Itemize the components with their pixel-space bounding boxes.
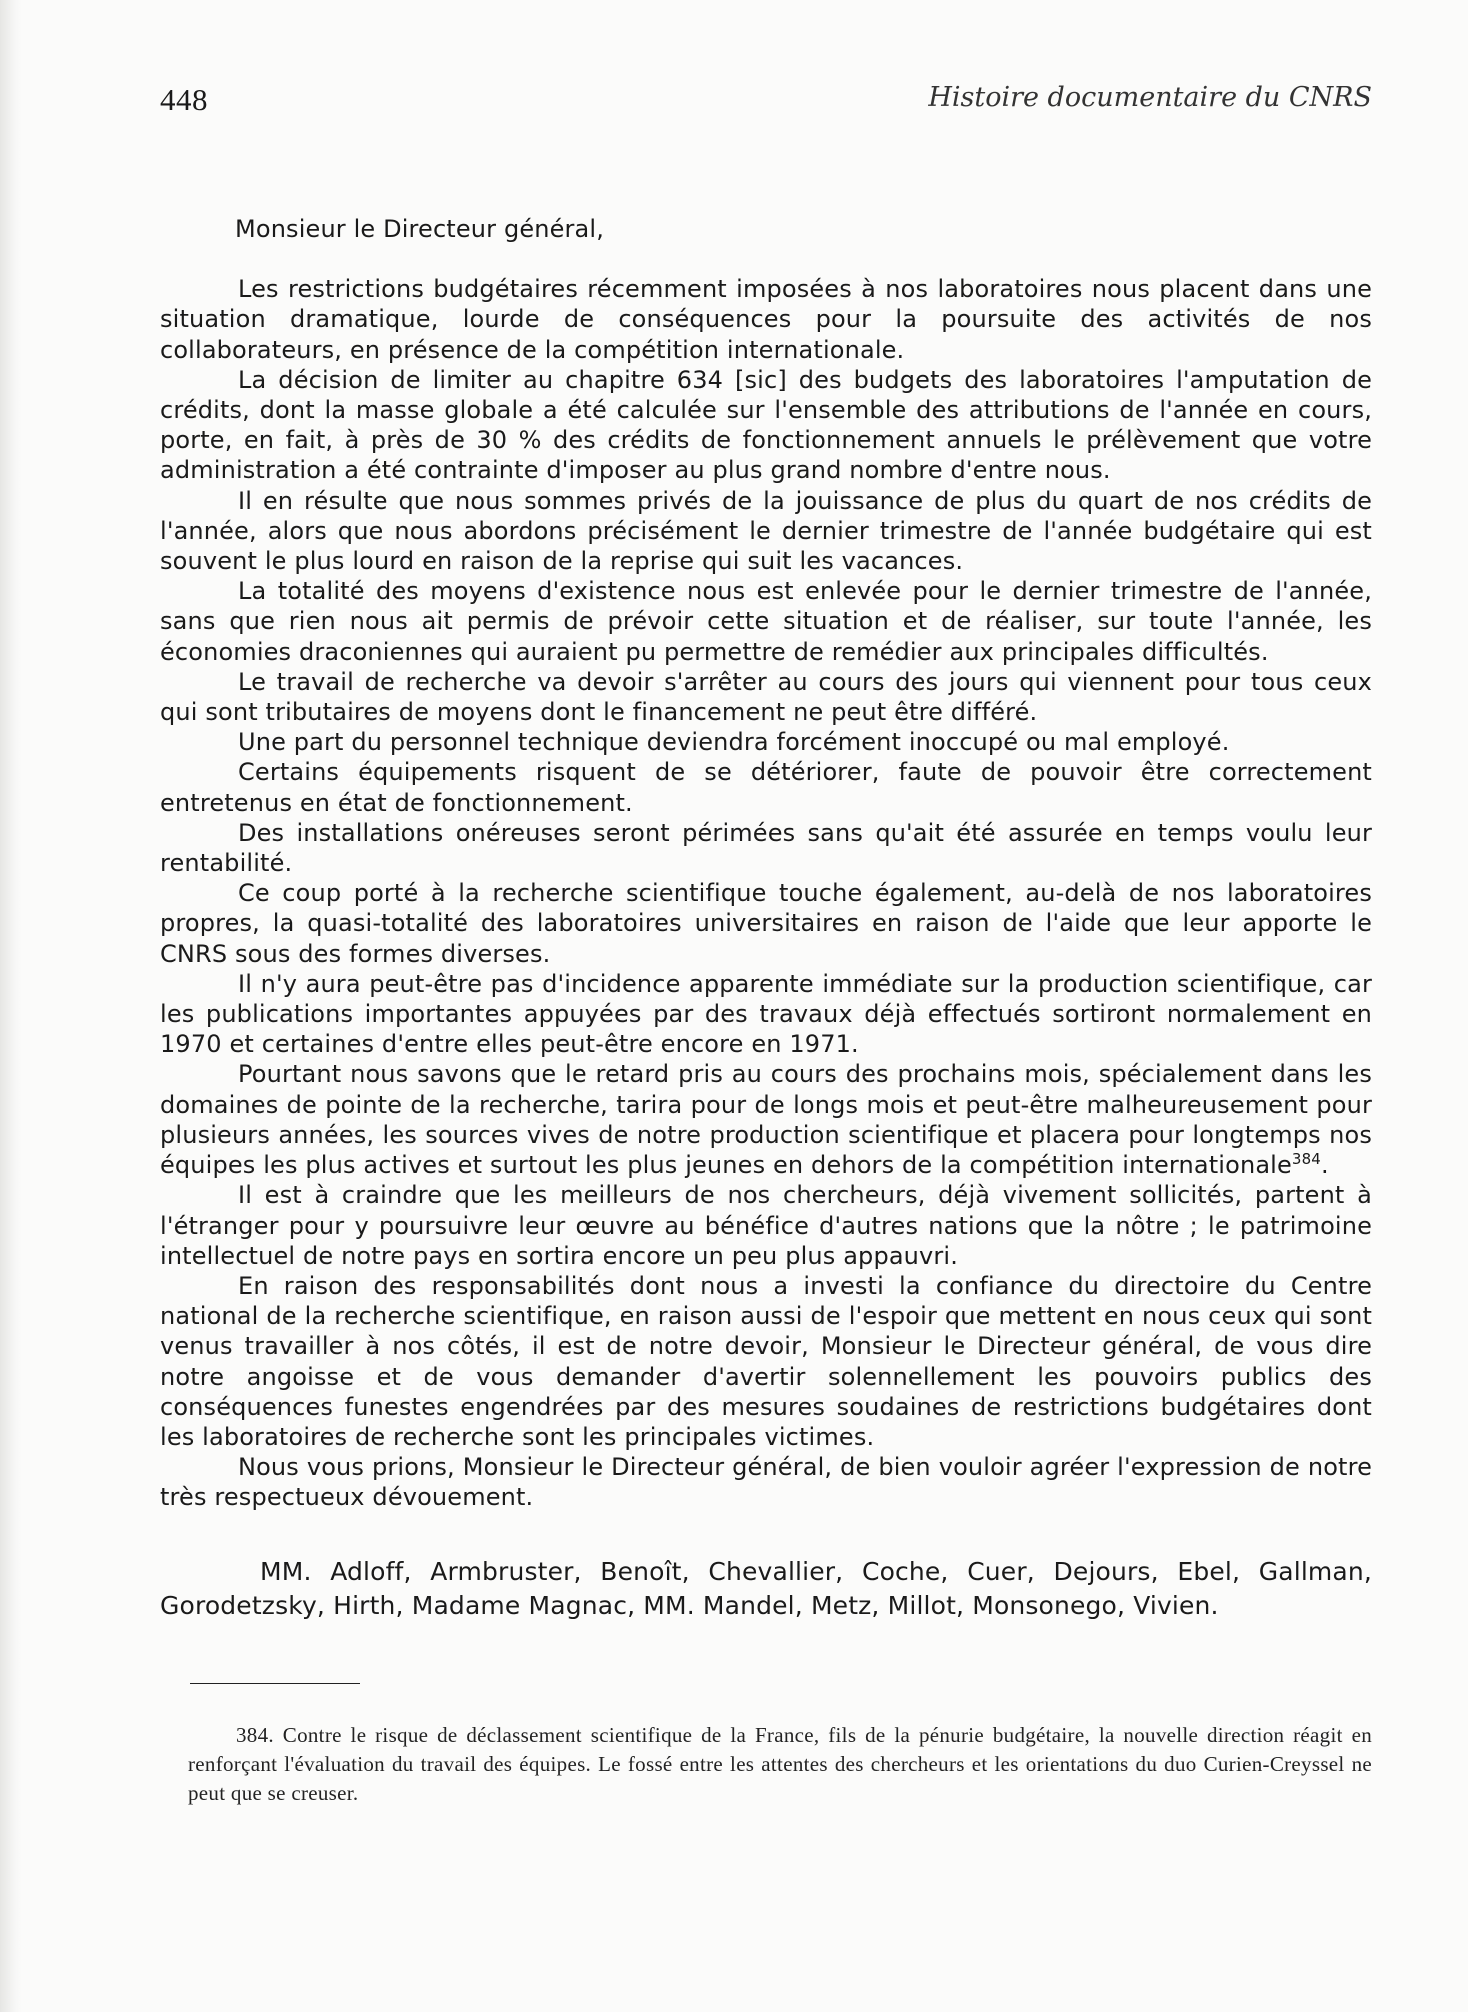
footnote-text: 384. Contre le risque de déclassement scientifique de la France, fils de la pénurie budgétaire, la nouvelle direction réagit en renforçant l'évaluation du travail des équipes. Le fossé entre les attentes des chercheurs et les orientations du duo Curien-Creyssel ne peut que se creuser.	[188, 1723, 1372, 1805]
letter-paragraph: Une part du personnel technique deviendra forcément inoccupé ou mal employé.	[238, 728, 1230, 757]
letter-paragraph: Des installations onéreuses seront périmées sans qu'ait été assurée en temps voulu leur rentabilité.	[160, 818, 1372, 878]
letter-salutation: Monsieur le Directeur général,	[235, 215, 604, 243]
signatories: MM. Adloff, Armbruster, Benoît, Chevallier, Coche, Cuer, Dejours, Ebel, Gallman, Gorodetzsky, Hirth, Madame Magnac, MM. Mandel, Metz, Millot, Monsonego, Vivien.	[160, 1556, 1372, 1620]
letter-paragraph: Il n'y aura peut-être pas d'incidence apparente immédiate sur la production scientifique, car les publications importantes appuyées par des travaux déjà effectués sortiront normalement en 1970 et certaines d'entre elles peut-être encore en 1971.	[160, 969, 1372, 1059]
letter-paragraph: En raison des responsabilités dont nous a investi la confiance du directoire du Centre national de la recherche scientifique, en raison aussi de l'espoir que mettent en nous ceux qui sont venus travailler à nos côtés, il est de notre devoir, Monsieur le Directeur général, de vous dire notre angoisse et de vous demander d'avertir solennellement les pouvoirs publics des conséquences funestes engendrées par des mesures soudaines de restrictions budgétaires dont les laboratoires de recherche sont les principales victimes.	[160, 1271, 1372, 1451]
letter-paragraph-with-note: Pourtant nous savons que le retard pris au cours des prochains mois, spécialement dans les domaines de pointe de la recherche, tarira pour de longs mois et peut-être malheureusement pour plusieurs années, les sources vives de notre production scientifique et placera pour longtemps nos équipes les plus actives et surtout les plus jeunes en dehors de la compétition internationale$^{384}$.	[160, 1060, 1372, 1180]
running-title: Histoire documentaire du CNRS	[928, 82, 1372, 113]
letter-body	[160, 214, 1372, 1623]
footnote-reference[interactable]: 384	[1291, 1150, 1321, 1169]
letter-paragraph: Nous vous prions, Monsieur le Directeur général, de bien vouloir agréer l'expression de notre très respectueux dévouement.	[160, 1453, 1372, 1512]
page-number: 448	[160, 82, 208, 117]
letter-paragraph: Les restrictions budgétaires récemment imposées à nos laboratoires nous placent dans une situation dramatique, lourde de conséquences pour la poursuite des activités de nos collaborateurs, en présence de la compétition internationale.	[160, 275, 1372, 364]
footnote-divider	[190, 1683, 360, 1684]
letter-paragraph: Il est à craindre que les meilleurs de nos chercheurs, déjà vivement sollicités, partent à l'étranger pour y poursuivre leur œuvre au bénéfice d'autres nations que la nôtre ; le patrimoine intellectuel de notre pays en sortira encore un peu plus appauvri.	[160, 1181, 1372, 1270]
letter-paragraph: La décision de limiter au chapitre 634 [sic] des budgets des laboratoires l'amputation de crédits, dont la masse globale a été calculée sur l'ensemble des attributions de l'année en cours, porte, en fait, à près de 30 % des crédits de fonctionnement annuels le prélèvement que votre administration a été contrainte d'imposer au plus grand nombre d'entre nous.	[160, 365, 1372, 485]
letter-paragraph: Il en résulte que nous sommes privés de la jouissance de plus du quart de nos crédits de l'année, alors que nous abordons précisément le dernier trimestre de l'année budgétaire qui est souvent le plus lourd en raison de la reprise qui suit les vacances.	[160, 486, 1372, 576]
letter-paragraph: Ce coup porté à la recherche scientifique touche également, au-delà de nos laboratoires propres, la quasi-totalité des laboratoires universitaires en raison de l'aide que leur apporte le CNRS sous des formes diverses.	[160, 879, 1372, 968]
letter-paragraph-text: Pourtant nous savons que le retard pris au cours des prochains mois, spécialement dans les domaines de pointe de la recherche, tarira pour de longs mois et peut-être malheureusement pour plusieurs années, les sources vives de notre production scientifique et placera pour longtemps nos équipes les plus actives et surtout les plus jeunes en dehors de la compétition internationale	[160, 1060, 1372, 1180]
page-edge-shadow	[0, 0, 22, 2012]
letter-paragraph: La totalité des moyens d'existence nous est enlevée pour le dernier trimestre de l'année, sans que rien nous ait permis de prévoir cette situation et de réaliser, sur toute l'année, les économies draconiennes qui auraient pu permettre de remédier aux principales difficultés.	[160, 577, 1372, 666]
running-head	[160, 82, 1372, 132]
letter-paragraph: Le travail de recherche va devoir s'arrêter au cours des jours qui viennent pour tous ceux qui sont tributaires de moyens dont le financement ne peut être différé.	[160, 667, 1372, 727]
letter-paragraph: Certains équipements risquent de se détériorer, faute de pouvoir être correctement entretenus en état de fonctionnement.	[160, 758, 1372, 817]
